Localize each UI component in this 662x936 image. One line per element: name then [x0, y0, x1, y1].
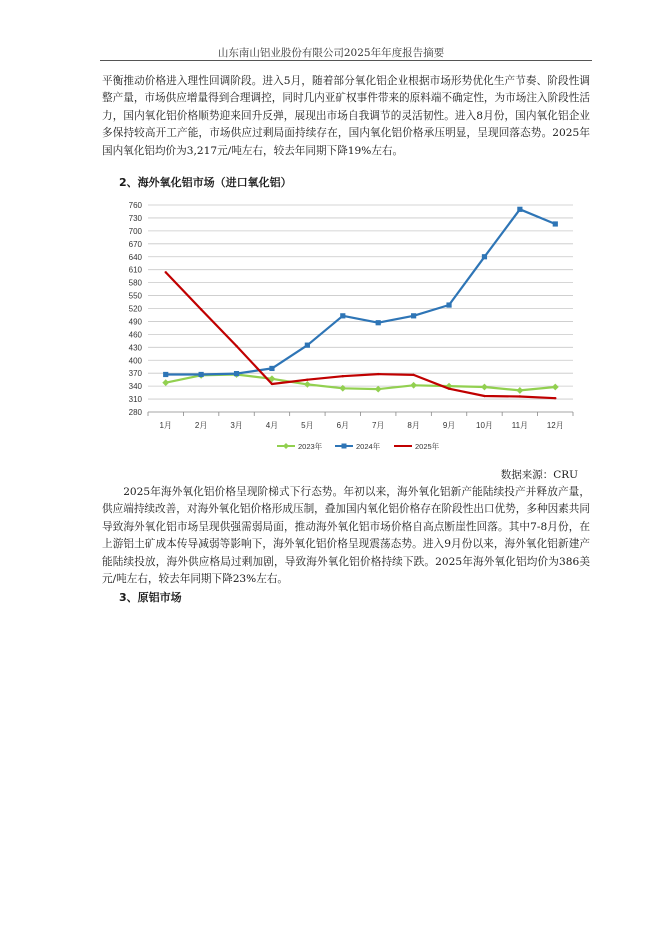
report-header: 山东南山铝业股份有限公司2025年年度报告摘要	[217, 47, 445, 59]
y-tick-label: 670	[128, 239, 142, 249]
y-tick-label: 730	[128, 213, 142, 223]
y-tick-label: 490	[128, 317, 142, 327]
y-tick-label: 700	[128, 226, 142, 236]
data-point	[304, 381, 311, 388]
data-point	[519, 395, 521, 397]
data-point	[554, 397, 556, 399]
data-point	[411, 313, 416, 318]
x-tick-label: 8月	[407, 421, 420, 430]
data-source-label: 数据来源：CRU	[500, 469, 578, 481]
x-tick-label: 2月	[194, 421, 208, 430]
y-tick-label: 310	[128, 395, 142, 405]
data-point	[235, 345, 237, 347]
data-point	[446, 302, 451, 307]
legend-label: 2023年	[298, 442, 323, 451]
data-point	[482, 254, 487, 259]
paragraph-overseas-alumina: 2025年海外氧化铝价格呈现阶梯式下行态势。年初以来，海外氧化铝新产能陆续投产并释放产量，供应端持续改善，对海外氧化铝价格形成压制，叠加国内氧化铝价格存在阶段性出口优势，多种因素共同导致海外氧化铝市场呈现供强需弱局面，推动海外氧化铝市场价格自高点断崖性回落。其中7-8月份，在上游铝土矿成本传导减弱等影响下，海外氧化铝价格呈现震荡态势。进入9月份以来，海外氧化铝新建产能陆续投放，海外供应格局过剩加剧，导致海外氧化铝价格持续下跌。2025年海外氧化铝均价为386美元/吨左右，较去年同期下降23%左右。	[102, 486, 590, 586]
data-point	[552, 384, 559, 391]
y-tick-label: 370	[128, 369, 142, 379]
data-point	[375, 386, 382, 393]
series-line-2023年	[166, 375, 556, 391]
data-point	[234, 371, 239, 376]
x-tick-label: 6月	[336, 421, 350, 430]
data-point	[306, 378, 308, 380]
legend-marker	[283, 443, 289, 449]
data-point	[271, 383, 273, 385]
data-point	[481, 384, 488, 391]
y-tick-label: 460	[128, 330, 142, 340]
x-tick-label: 1月	[159, 421, 172, 430]
y-tick-label: 340	[128, 382, 142, 392]
data-point	[305, 343, 310, 348]
x-tick-label: 4月	[265, 421, 279, 430]
data-point	[376, 320, 381, 325]
y-tick-label: 550	[128, 291, 142, 301]
y-tick-label: 400	[128, 356, 142, 366]
series-line-2025年	[166, 272, 556, 398]
x-tick-label: 11月	[511, 421, 529, 430]
legend-marker	[342, 444, 347, 449]
data-point	[410, 382, 417, 389]
data-point	[412, 374, 414, 376]
data-point	[516, 387, 523, 394]
x-tick-label: 7月	[371, 421, 385, 430]
legend-label: 2024年	[356, 442, 381, 451]
data-point	[483, 395, 485, 397]
y-tick-label: 280	[128, 408, 142, 417]
data-point	[517, 207, 522, 212]
y-tick-label: 430	[128, 343, 142, 353]
x-tick-label: 5月	[301, 421, 314, 430]
y-tick-label: 580	[128, 278, 142, 288]
series-line-2024年	[166, 209, 556, 374]
data-point	[448, 388, 450, 390]
chart-legend	[277, 441, 440, 451]
x-tick-label: 12月	[546, 421, 564, 430]
y-tick-label: 760	[128, 201, 142, 210]
x-tick-label: 9月	[442, 421, 456, 430]
data-point	[165, 271, 167, 273]
y-tick-label: 520	[128, 304, 142, 314]
chart-gridlines	[148, 205, 573, 412]
data-point	[340, 313, 345, 318]
data-point	[269, 366, 274, 371]
y-tick-label: 640	[128, 252, 142, 262]
data-point	[342, 375, 344, 377]
data-point	[199, 372, 204, 377]
data-point	[200, 308, 202, 310]
y-tick-label: 610	[128, 265, 142, 275]
data-point	[162, 379, 169, 386]
x-tick-label: 10月	[476, 421, 493, 430]
section-heading-overseas-alumina: 2、海外氧化铝市场（进口氧化铝）	[119, 176, 292, 189]
data-point	[553, 221, 558, 226]
section-heading-primary-aluminum: 3、原铝市场	[119, 591, 182, 604]
x-tick-label: 3月	[230, 421, 243, 430]
paragraph-domestic-alumina: 平衡推动价格进入理性回调阶段。进入5月，随着部分氧化铝企业根据市场形势优化生产节奏、阶段性调整产量，市场供应增量得到合理调控，同时几内亚矿权事件带来的原料端不确定性，为市场注入阶段性活力，国内氧化铝价格顺势迎来回升反弹，展现出市场自我调节的灵活韧性。进入8月份，国内氧化铝企业多保持较高开工产能，市场供应过剩局面持续存在，国内氧化铝价格承压明显，呈现回落态势。2025年国内氧化铝均价为3,217元/吨左右，较去年同期下降19%左右。	[102, 75, 590, 157]
data-point	[377, 373, 379, 375]
data-point	[163, 372, 168, 377]
chart-series	[162, 207, 558, 400]
legend-label: 2025年	[415, 442, 440, 451]
